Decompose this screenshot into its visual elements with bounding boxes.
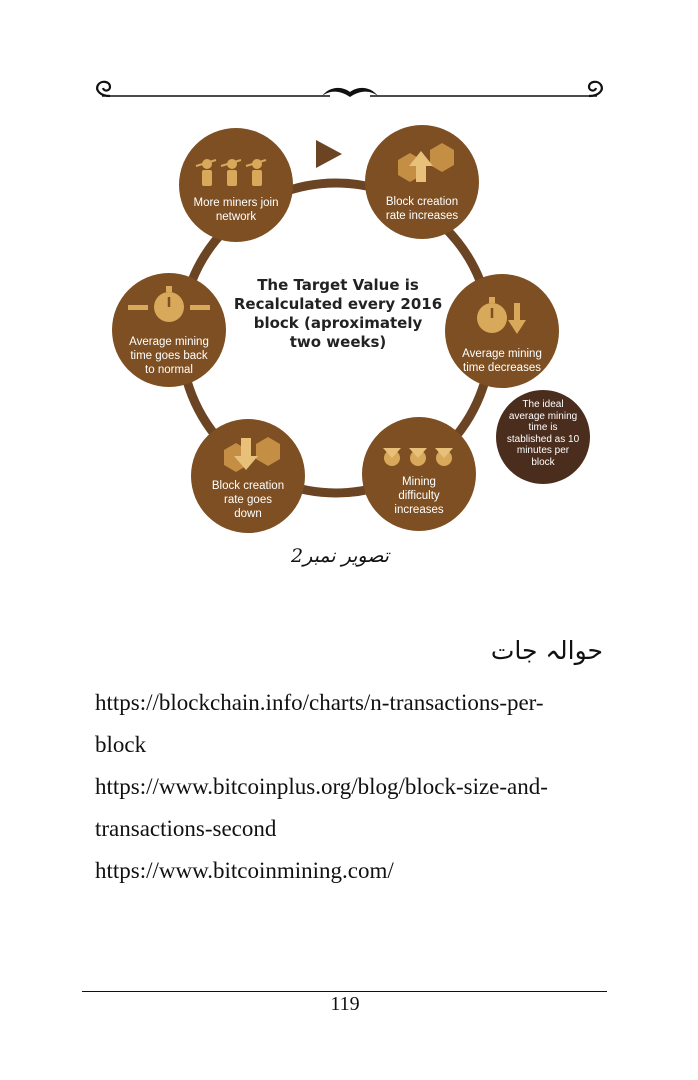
node-label-time-down: Average mining time decreases [462, 348, 542, 374]
ideal-note-label: The ideal average mining time is stablished as 10 minutes per block [506, 399, 580, 468]
node-label-miners: More miners join network [193, 197, 279, 223]
references-heading: حوالہ جات [490, 636, 603, 665]
cycle-direction-arrow [316, 140, 342, 168]
reference-line: https://www.bitcoinplus.org/blog/block-size-and- [95, 774, 548, 799]
node-label-block-up: Block creation rate increases [385, 196, 459, 222]
reference-line: transactions-second [95, 816, 277, 841]
miners-icon [196, 159, 266, 186]
reference-line: block [95, 732, 147, 757]
node-label-time-normal: Average mining time goes back to normal [129, 336, 209, 376]
page-number: 119 [330, 993, 360, 1015]
footer-rule [82, 991, 607, 992]
gears-icon [383, 448, 453, 466]
reference-line: https://blockchain.info/charts/n-transactions-per- [95, 690, 544, 715]
node-label-block-down: Block creation rate goes down [211, 480, 285, 520]
diagram-center-title: The Target Value is Recalculated every 2016 block (aproximately two weeks) [233, 276, 443, 351]
references-list [95, 682, 615, 892]
node-label-difficulty: Mining difficulty increases [394, 476, 444, 516]
reference-line: https://www.bitcoinmining.com/ [95, 858, 394, 883]
figure-caption: تصویر نمبر2 [291, 545, 389, 567]
